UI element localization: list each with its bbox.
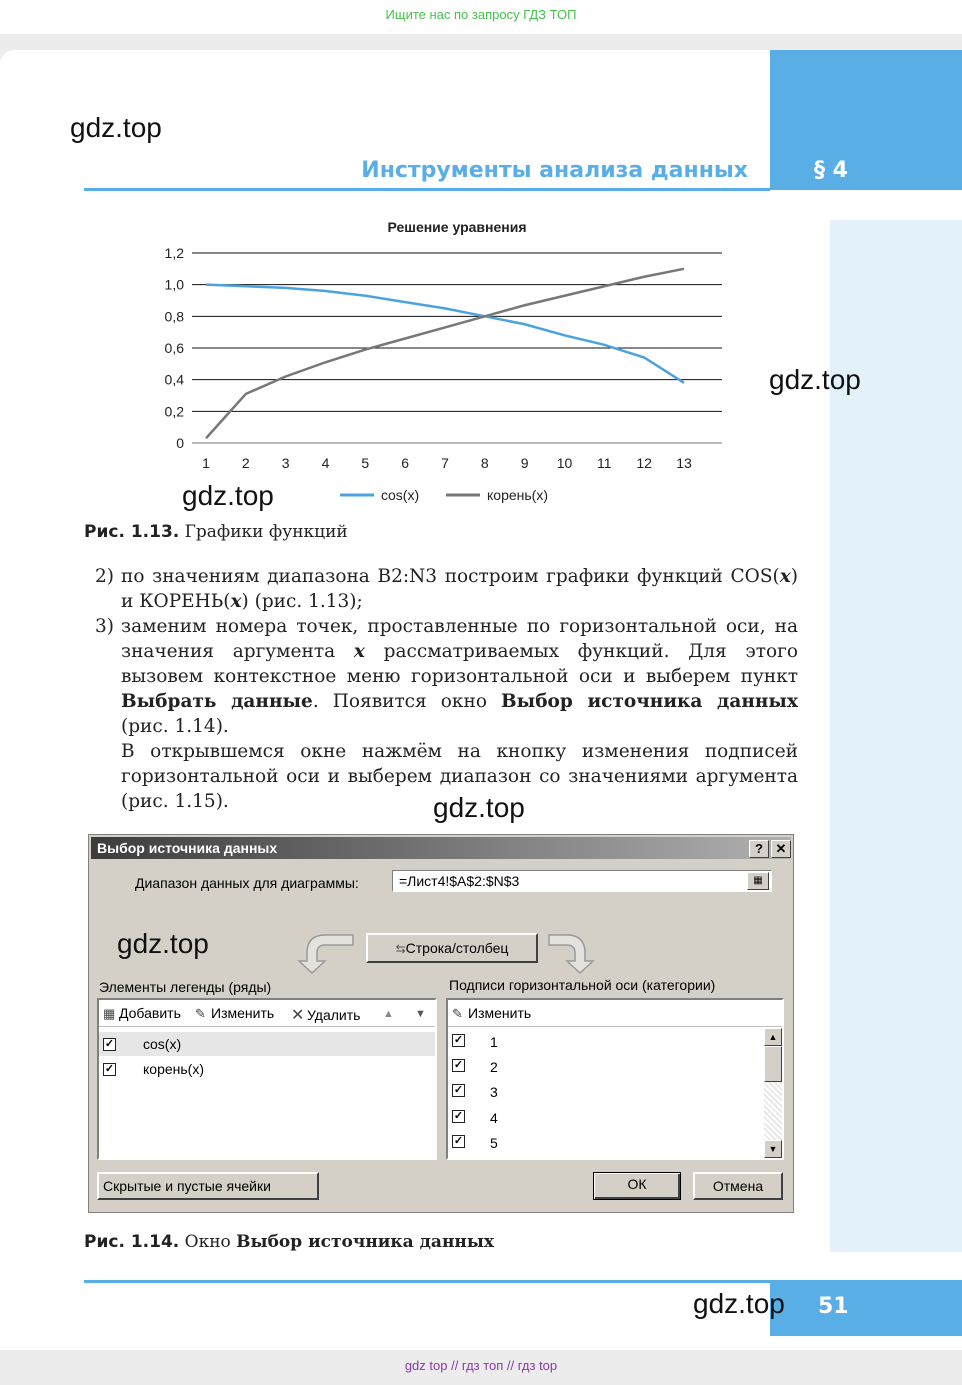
italic-x: x xyxy=(230,591,242,612)
axis-item-label: 4 xyxy=(490,1110,498,1126)
figure-bold-text: Выбор источника данных xyxy=(236,1232,495,1252)
watermark: gdz.top xyxy=(693,1288,785,1319)
x-tick-label: 8 xyxy=(480,455,489,471)
right-curved-arrow-icon xyxy=(547,931,599,975)
item-text: ) и КОРЕНЬ( xyxy=(121,566,798,612)
header-rule xyxy=(84,188,770,191)
edit-series-button[interactable] xyxy=(195,1005,274,1022)
legend-item-label: cos(x) xyxy=(143,1036,182,1052)
switch-row-column-button[interactable] xyxy=(366,933,538,963)
axis-labels-list xyxy=(446,998,784,1160)
axis-item-label: 3 xyxy=(490,1084,498,1100)
x-tick-label: 13 xyxy=(676,455,692,471)
checkbox-checked-icon[interactable]: ✓ xyxy=(104,1038,115,1050)
legend-item-label: корень(x) xyxy=(143,1061,204,1077)
edit-axis-labels-button[interactable] xyxy=(452,1005,531,1022)
y-tick-label: 0,8 xyxy=(164,308,184,325)
edit-icon: ✎ xyxy=(195,1006,206,1021)
delete-label: Удалить xyxy=(307,1007,361,1023)
axis-item[interactable] xyxy=(448,1080,782,1104)
item-text: ) (рис. 1.13); xyxy=(241,591,363,612)
edit-label: Изменить xyxy=(211,1005,275,1021)
list-item-3 xyxy=(95,614,798,814)
axis-item-label: 5 xyxy=(490,1135,498,1151)
body-text xyxy=(95,564,798,814)
x-tick-label: 12 xyxy=(636,455,652,471)
header-blue-block xyxy=(770,50,962,190)
add-icon: ▦ xyxy=(103,1006,116,1021)
checkbox-checked-icon[interactable]: ✓ xyxy=(453,1135,464,1147)
checkbox-checked-icon[interactable]: ✓ xyxy=(453,1034,464,1046)
x-tick-label: 1 xyxy=(202,455,210,471)
move-up-icon[interactable]: ▲ xyxy=(383,1008,394,1020)
watermark: gdz.top xyxy=(433,792,525,823)
checkbox-checked-icon[interactable]: ✓ xyxy=(453,1059,464,1071)
figure-text: Окно xyxy=(184,1232,237,1252)
select-data-source-dialog xyxy=(88,834,794,1213)
axis-toolbar xyxy=(448,1000,782,1027)
delete-icon: ✕ xyxy=(291,1007,305,1024)
watermark: gdz.top xyxy=(769,364,861,395)
add-label: Добавить xyxy=(119,1005,181,1021)
top-banner[interactable]: Ищите нас по запросу ГДЗ ТОП xyxy=(0,0,962,34)
line-chart xyxy=(150,210,740,520)
figure-number: Рис. 1.14. xyxy=(84,1232,180,1252)
page-number: 51 xyxy=(818,1294,849,1319)
x-tick-label: 9 xyxy=(520,455,529,471)
item-text: (рис. 1.14). xyxy=(121,716,229,737)
legend-label: cos(x) xyxy=(381,487,420,503)
item-number: 2) xyxy=(95,566,114,587)
collapse-range-icon[interactable]: ▦ xyxy=(747,872,769,890)
item-text: . Появится окно xyxy=(312,691,502,712)
x-tick-label: 2 xyxy=(241,455,250,471)
y-tick-label: 0,6 xyxy=(164,340,184,356)
section-number: § 4 xyxy=(814,158,848,183)
item-text: заменим номера точек, проставленные по горизонтальной оси, на значения аргумента xyxy=(121,616,798,662)
watermark: gdz.top xyxy=(70,112,162,143)
axis-item[interactable] xyxy=(448,1131,782,1155)
x-tick-label: 5 xyxy=(361,455,370,471)
scroll-up-icon[interactable]: ▲ xyxy=(764,1028,782,1046)
legend-item[interactable] xyxy=(99,1032,435,1056)
checkbox-checked-icon[interactable]: ✓ xyxy=(453,1084,464,1096)
item-number: 3) xyxy=(95,616,114,637)
axis-labels-label: Подписи горизонтальной оси (категории) xyxy=(449,977,716,993)
edit-label: Изменить xyxy=(468,1005,532,1021)
footer-rule xyxy=(84,1280,770,1283)
figure-caption-1-14 xyxy=(84,1232,494,1252)
y-tick-label: 0 xyxy=(176,435,184,451)
footer-blue-block xyxy=(770,1280,962,1336)
close-button[interactable]: ✕ xyxy=(771,840,791,858)
bottom-links[interactable]: gdz top // гдз топ // гдз top xyxy=(404,1358,558,1373)
y-tick-label: 1,2 xyxy=(164,245,184,261)
item-text: по значениям диапазона B2:N3 построим графики функций COS( xyxy=(121,566,780,587)
chapter-title: Инструменты анализа данных xyxy=(361,158,748,183)
checkbox-checked-icon[interactable]: ✓ xyxy=(104,1063,115,1075)
switch-icon: ⇆ xyxy=(395,942,406,956)
watermark: gdz.top xyxy=(117,928,209,959)
edit-icon: ✎ xyxy=(452,1006,463,1021)
axis-item[interactable] xyxy=(448,1030,782,1054)
help-button[interactable]: ? xyxy=(749,840,769,858)
range-label: Диапазон данных для диаграммы: xyxy=(135,875,359,891)
italic-x: x xyxy=(353,641,365,662)
dialog-title: Выбор источника данных xyxy=(97,840,278,856)
legend-entries-list xyxy=(97,998,437,1160)
axis-item-label: 1 xyxy=(490,1034,498,1050)
ok-button[interactable]: ОК xyxy=(593,1172,681,1200)
delete-series-button[interactable] xyxy=(291,1005,360,1025)
italic-x: x xyxy=(779,566,791,587)
legend-toolbar xyxy=(99,1000,435,1027)
figure-number: Рис. 1.13. xyxy=(84,522,180,542)
dialog-titlebar[interactable] xyxy=(91,837,791,859)
figure-text: Графики функций xyxy=(184,522,348,542)
switch-row-column-label: Строка/столбец xyxy=(405,940,509,956)
x-tick-label: 4 xyxy=(321,455,330,471)
series-line-root xyxy=(206,269,684,438)
legend-label: корень(x) xyxy=(487,487,548,503)
axis-item[interactable] xyxy=(448,1106,782,1130)
figure-caption-1-13 xyxy=(84,522,348,542)
y-tick-label: 0,4 xyxy=(164,371,184,388)
y-tick-label: 1,0 xyxy=(164,276,184,293)
checkbox-checked-icon[interactable]: ✓ xyxy=(453,1110,464,1122)
data-range-input[interactable] xyxy=(392,870,772,892)
x-tick-label: 10 xyxy=(556,455,573,471)
list-item-2 xyxy=(95,564,798,614)
watermark: gdz.top xyxy=(182,480,274,511)
data-range-value: =Лист4!$A$2:$N$3 xyxy=(399,873,520,889)
hidden-empty-cells-button[interactable]: Скрытые и пустые ячейки xyxy=(97,1172,319,1200)
axis-item-label: 2 xyxy=(490,1059,498,1075)
cancel-button[interactable]: Отмена xyxy=(693,1172,783,1200)
legend-item[interactable] xyxy=(99,1057,435,1081)
series-line-cos xyxy=(206,285,684,383)
y-tick-label: 0,2 xyxy=(164,403,184,420)
bold-term: Выбор источника данных xyxy=(501,691,798,712)
item-text: рассматриваемых функций. Для этого вызовем контекстное меню горизонтальной оси и выберем пункт xyxy=(121,641,798,687)
scroll-down-icon[interactable]: ▼ xyxy=(764,1140,782,1158)
x-tick-label: 3 xyxy=(281,455,290,471)
chart-title: Решение уравнения xyxy=(387,219,527,235)
bold-term: Выбрать данные xyxy=(121,691,313,712)
left-curved-arrow-icon xyxy=(285,931,355,975)
move-down-icon[interactable]: ▼ xyxy=(415,1008,426,1020)
x-tick-label: 6 xyxy=(401,455,410,471)
add-series-button[interactable] xyxy=(103,1005,181,1022)
x-tick-label: 11 xyxy=(597,455,612,471)
axis-item[interactable] xyxy=(448,1055,782,1079)
item-paragraph: В открывшемся окне нажмём на кнопку изменения подписей горизонтальной оси и выберем диапазон со значениями аргумента (рис. 1.15). xyxy=(121,741,798,812)
x-tick-label: 7 xyxy=(441,455,449,471)
legend-entries-label: Элементы легенды (ряды) xyxy=(99,979,272,995)
